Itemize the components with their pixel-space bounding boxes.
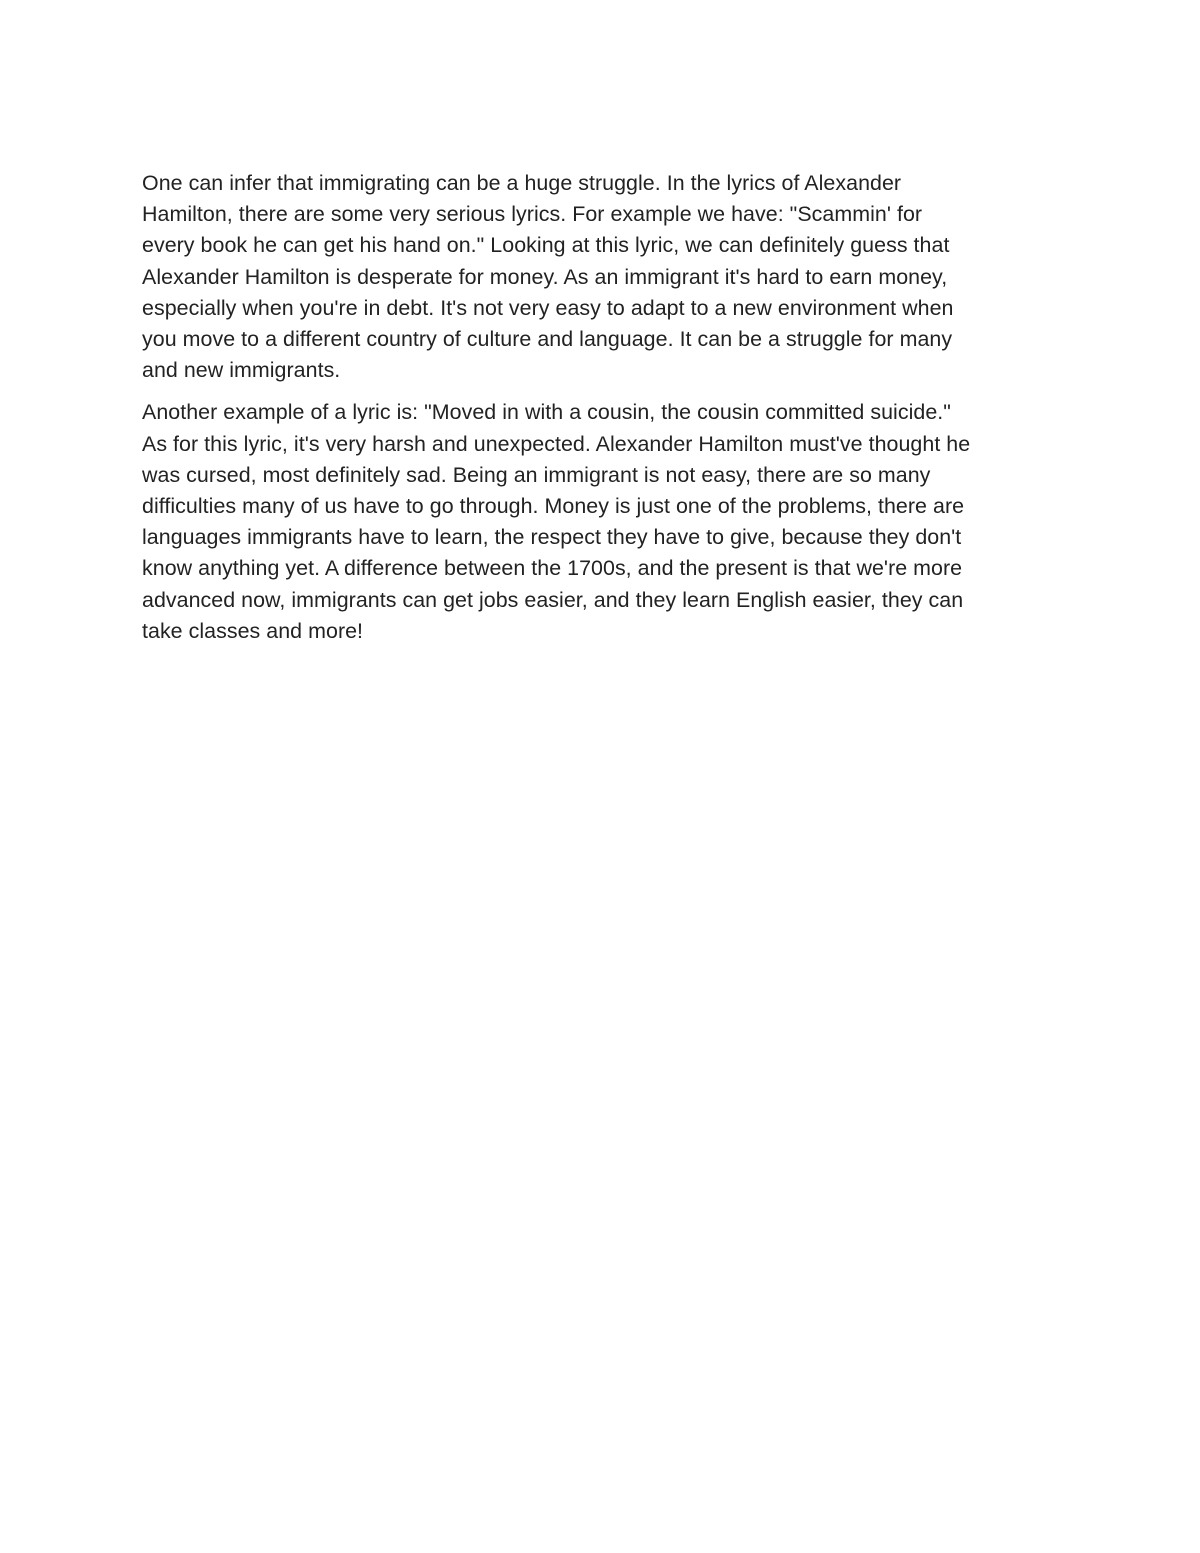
paragraph-line: especially when you're in debt. It's not very easy to adapt to a new environment when [142, 295, 954, 320]
paragraph-line: every book he can get his hand on." Looking at this lyric, we can definitely guess that [142, 233, 950, 258]
paragraph-line: Alexander Hamilton is desperate for money. As an immigrant it's hard to earn money, [142, 264, 948, 289]
paragraph-line: As for this lyric, it's very harsh and unexpected. Alexander Hamilton must've thought he [142, 431, 971, 456]
paragraph-line: One can infer that immigrating can be a huge struggle. In the lyrics of Alexander [142, 171, 902, 195]
paragraph-line: know anything yet. A difference between the 1700s, and the present is that we're more [142, 556, 963, 581]
paragraph-line: Hamilton, there are some very serious lyrics. For example we have: "Scammin' for [142, 202, 923, 227]
paragraph-line: take classes and more! [142, 618, 364, 643]
paragraph-line: Another example of a lyric is: "Moved in with a cousin, the cousin committed suicide." [142, 400, 951, 425]
paragraph-line: advanced now, immigrants can get jobs easier, and they learn English easier, they can [142, 587, 964, 612]
paragraph-line: was cursed, most definitely sad. Being an immigrant is not easy, there are so many [142, 462, 931, 487]
document-body [142, 168, 1062, 658]
paragraph-line: difficulties many of us have to go through. Money is just one of the problems, there are [142, 494, 965, 519]
paragraph-2 [142, 397, 1062, 647]
paragraph-line: languages immigrants have to learn, the respect they have to give, because they don't [142, 525, 962, 550]
paragraph-line: and new immigrants. [142, 358, 341, 383]
paragraph-1 [142, 168, 1062, 386]
paragraph-line: you move to a different country of culture and language. It can be a struggle for many [142, 327, 953, 352]
